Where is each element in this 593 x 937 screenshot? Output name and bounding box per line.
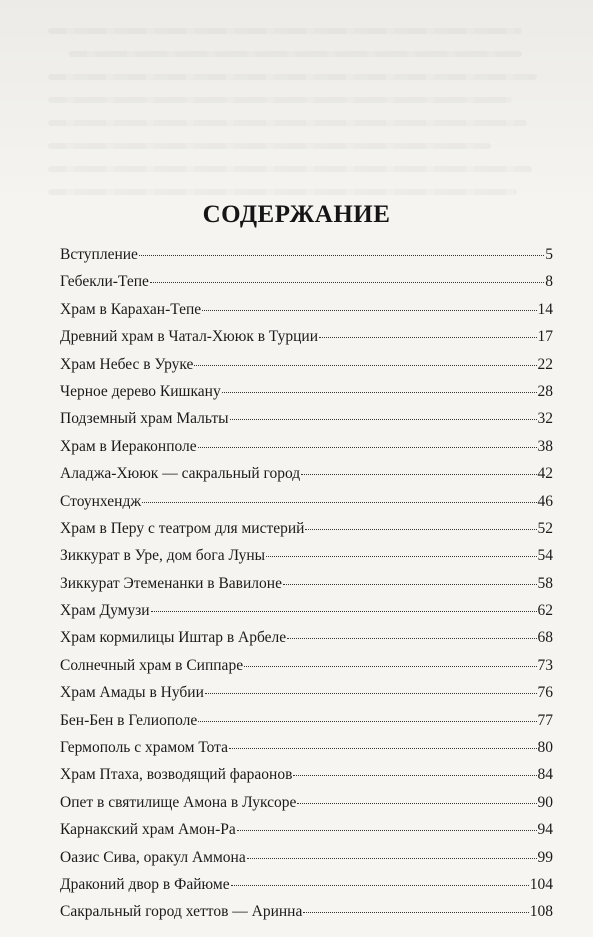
toc-entry xyxy=(60,684,553,711)
toc-entry-page-number: 80 xyxy=(537,739,553,757)
toc-entry-title: Оазис Сива, оракул Аммона xyxy=(60,848,246,866)
toc-title: СОДЕРЖАНИЕ xyxy=(202,201,391,228)
toc-entry-title: Зиккурат Этеменанки в Вавилоне xyxy=(60,574,282,592)
toc-entry-title: Подземный храм Мальты xyxy=(60,410,229,428)
ghost-line xyxy=(48,28,522,34)
dot-leader xyxy=(230,419,537,420)
dot-leader xyxy=(244,666,536,667)
toc-entry-page-number: 38 xyxy=(537,437,553,455)
toc-entry-title: Храм Небес в Уруке xyxy=(60,355,194,373)
toc-entry-title: Храм Амады в Нубии xyxy=(60,684,204,702)
dot-leader xyxy=(283,584,537,585)
toc-entry xyxy=(60,356,553,383)
toc-entry-page-number: 94 xyxy=(537,821,553,839)
toc-entry-page-number: 5 xyxy=(545,246,553,263)
dot-leader xyxy=(222,392,537,393)
dot-leader xyxy=(151,611,537,612)
toc-entry-page-number: 14 xyxy=(537,300,553,318)
toc-entry xyxy=(60,712,553,739)
toc-entry-page-number: 17 xyxy=(537,328,553,346)
toc-entry-title: Храм в Карахан-Тепе xyxy=(60,300,202,318)
toc-entry xyxy=(60,794,553,821)
toc-entry-title: Зиккурат в Уре, дом бога Луны xyxy=(60,547,266,565)
toc-entry xyxy=(60,821,553,848)
dot-leader xyxy=(319,337,537,338)
ghost-line xyxy=(48,97,512,103)
ghost-line xyxy=(48,143,491,149)
toc-entry xyxy=(60,766,553,793)
dot-leader xyxy=(303,912,528,913)
toc-entry-page-number: 68 xyxy=(537,629,553,647)
toc-entry xyxy=(60,739,553,766)
toc-entry-title: Карнакский храм Амон-Ра xyxy=(60,821,236,839)
toc-entry xyxy=(60,602,553,629)
toc-entry-title: Черное дерево Кишкану xyxy=(60,382,221,400)
toc-entry xyxy=(60,657,553,684)
toc-entry-page-number: 84 xyxy=(537,766,553,784)
toc-entry-page-number: 108 xyxy=(529,903,553,921)
toc-entry xyxy=(60,493,553,520)
dot-leader xyxy=(237,830,537,831)
table-of-contents xyxy=(60,246,553,931)
toc-entry-page-number: 46 xyxy=(537,492,553,510)
toc-entry-page-number: 52 xyxy=(537,519,553,537)
toc-entry xyxy=(60,629,553,656)
dot-leader xyxy=(205,693,537,694)
bleed-through-text xyxy=(48,28,563,218)
toc-entry xyxy=(60,246,553,273)
ghost-line xyxy=(48,166,532,172)
toc-entry-title: Храм кормилицы Иштар в Арбеле xyxy=(60,629,287,647)
toc-entry xyxy=(60,410,553,437)
toc-entry-title: Солнечный храм в Сиппаре xyxy=(60,656,244,674)
dot-leader xyxy=(150,282,544,283)
toc-entry-page-number: 104 xyxy=(529,875,553,893)
toc-entry-page-number: 54 xyxy=(537,547,553,565)
toc-entry-title: Стоунхендж xyxy=(60,492,142,510)
toc-entry-page-number: 73 xyxy=(537,656,553,674)
dot-leader xyxy=(139,255,544,256)
toc-entry-page-number: 90 xyxy=(537,793,553,811)
toc-entry xyxy=(60,301,553,328)
toc-entry-page-number: 77 xyxy=(537,711,553,729)
toc-entry-title: Гермополь с храмом Тота xyxy=(60,739,229,757)
dot-leader xyxy=(198,447,537,448)
toc-entry-title: Вступление xyxy=(60,246,138,263)
toc-entry xyxy=(60,903,553,930)
toc-entry xyxy=(60,849,553,876)
dot-leader xyxy=(229,748,536,749)
toc-entry-title: Бен-Бен в Гелиополе xyxy=(60,711,198,729)
dot-leader xyxy=(202,310,536,311)
dot-leader xyxy=(266,556,536,557)
toc-entry-page-number: 99 xyxy=(537,848,553,866)
toc-entry xyxy=(60,547,553,574)
toc-entry xyxy=(60,273,553,300)
dot-leader xyxy=(194,365,536,366)
ghost-line xyxy=(48,189,517,195)
toc-entry-page-number: 58 xyxy=(537,574,553,592)
toc-entry-page-number: 32 xyxy=(537,410,553,428)
dot-leader xyxy=(293,775,536,776)
toc-entry-title: Древний храм в Чатал-Хююк в Турции xyxy=(60,328,318,346)
dot-leader xyxy=(305,529,536,530)
toc-entry-title: Гебекли-Тепе xyxy=(60,273,149,291)
dot-leader xyxy=(198,721,536,722)
toc-entry xyxy=(60,876,553,903)
toc-entry-title: Храм в Перу с театром для мистерий xyxy=(60,519,305,537)
toc-entry-title: Аладжа-Хююк — сакральный город xyxy=(60,465,301,483)
toc-entry-page-number: 28 xyxy=(537,382,553,400)
toc-entry xyxy=(60,383,553,410)
toc-entry-page-number: 62 xyxy=(537,602,553,620)
toc-entry-title: Драконий двор в Файюме xyxy=(60,875,230,893)
toc-entry-page-number: 8 xyxy=(545,273,553,291)
dot-leader xyxy=(142,502,536,503)
ghost-line xyxy=(69,51,522,57)
toc-entry-page-number: 22 xyxy=(537,355,553,373)
toc-entry-page-number: 42 xyxy=(537,465,553,483)
toc-entry-title: Опет в святилище Амона в Луксоре xyxy=(60,793,297,811)
toc-entry xyxy=(60,465,553,492)
toc-entry xyxy=(60,575,553,602)
dot-leader xyxy=(297,803,536,804)
toc-entry-title: Храм Думузи xyxy=(60,602,150,620)
ghost-line xyxy=(48,120,527,126)
dot-leader xyxy=(301,474,536,475)
ghost-line xyxy=(48,74,537,80)
dot-leader xyxy=(247,858,537,859)
toc-entry-title: Сакральный город хеттов — Аринна xyxy=(60,903,303,921)
dot-leader xyxy=(287,638,536,639)
dot-leader xyxy=(231,885,529,886)
toc-entry xyxy=(60,438,553,465)
toc-entry-title: Храм Птаха, возводящий фараонов xyxy=(60,766,293,784)
toc-entry-title: Храм в Иераконполе xyxy=(60,437,197,455)
toc-entry-page-number: 76 xyxy=(537,684,553,702)
toc-entry xyxy=(60,328,553,355)
toc-entry xyxy=(60,520,553,547)
